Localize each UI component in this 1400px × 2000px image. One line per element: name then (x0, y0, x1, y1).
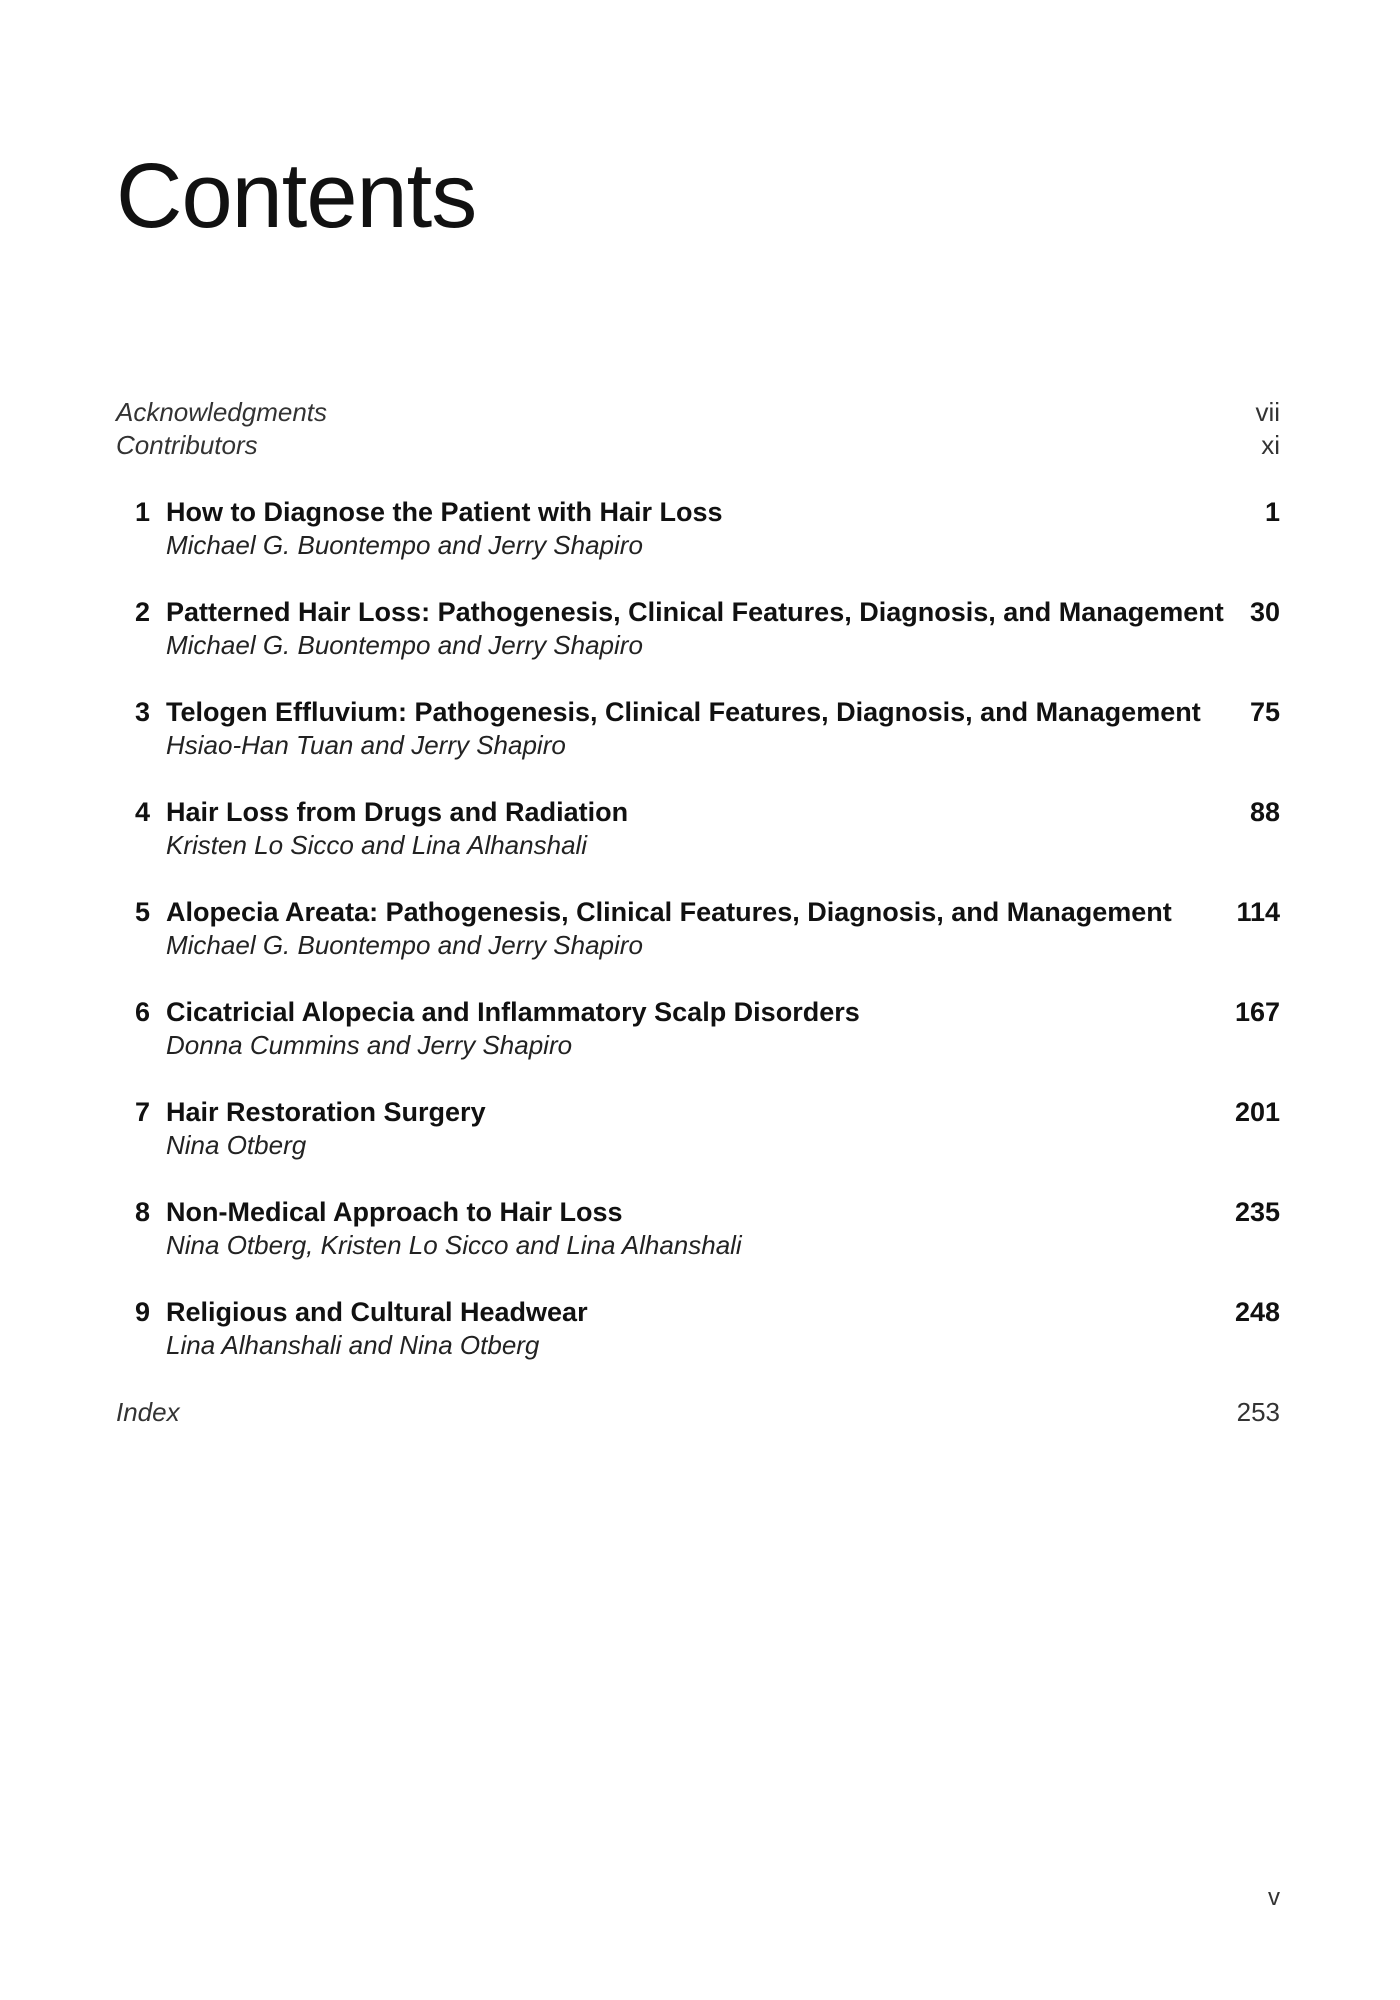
chapter-entry[interactable] (116, 1196, 1280, 1296)
chapter-number: 2 (134, 597, 150, 627)
chapter-authors: Kristen Lo Sicco and Lina Alhanshali (166, 830, 588, 860)
chapter-authors: Michael G. Buontempo and Jerry Shapiro (166, 930, 643, 960)
chapter-title: Alopecia Areata: Pathogenesis, Clinical Features, Diagnosis, and Management (166, 897, 1172, 927)
chapter-authors: Hsiao-Han Tuan and Jerry Shapiro (166, 730, 566, 760)
chapter-title: Patterned Hair Loss: Pathogenesis, Clinical Features, Diagnosis, and Management (166, 597, 1224, 627)
front-matter-entry[interactable] (116, 429, 1280, 462)
chapter-authors: Lina Alhanshali and Nina Otberg (166, 1330, 540, 1360)
front-matter-label: Acknowledgments (116, 397, 327, 427)
chapter-authors: Donna Cummins and Jerry Shapiro (166, 1030, 573, 1060)
chapter-page: 235 (1234, 1197, 1280, 1227)
chapter-entry[interactable] (116, 996, 1280, 1096)
chapter-page: 88 (1249, 797, 1280, 827)
chapter-number: 5 (134, 897, 150, 927)
chapter-page: 1 (1264, 497, 1280, 527)
chapter-number: 4 (134, 797, 150, 827)
chapter-page: 114 (1236, 897, 1280, 927)
chapter-title: Hair Loss from Drugs and Radiation (166, 797, 629, 827)
chapter-number: 6 (134, 997, 150, 1027)
chapter-title: How to Diagnose the Patient with Hair Loss (166, 497, 723, 527)
front-matter-page: vii (1255, 397, 1280, 427)
chapter-number: 8 (134, 1197, 150, 1227)
chapter-number: 9 (134, 1297, 150, 1327)
chapter-entry[interactable] (116, 696, 1280, 796)
chapter-page: 30 (1249, 597, 1280, 627)
chapter-title: Hair Restoration Surgery (166, 1097, 486, 1127)
chapter-entry[interactable] (116, 1296, 1280, 1396)
page-number: v (1268, 1884, 1280, 1911)
chapter-entry[interactable] (116, 1096, 1280, 1196)
index-label: Index (116, 1397, 180, 1427)
chapter-number: 3 (134, 697, 150, 727)
chapter-page: 75 (1249, 697, 1280, 727)
chapter-page: 248 (1234, 1297, 1280, 1327)
chapter-authors: Nina Otberg, Kristen Lo Sicco and Lina Alhanshali (166, 1230, 742, 1260)
index-entry[interactable] (116, 1396, 1280, 1429)
chapter-entry[interactable] (116, 796, 1280, 896)
chapter-entry[interactable] (116, 496, 1280, 596)
chapter-number: 7 (134, 1097, 150, 1127)
chapter-list (116, 496, 1280, 1396)
index-page: 253 (1236, 1397, 1280, 1427)
chapter-entry[interactable] (116, 896, 1280, 996)
front-matter-label: Contributors (116, 430, 258, 460)
chapter-title: Religious and Cultural Headwear (166, 1297, 588, 1327)
chapter-authors: Michael G. Buontempo and Jerry Shapiro (166, 630, 643, 660)
chapter-title: Non-Medical Approach to Hair Loss (166, 1197, 623, 1227)
chapter-title: Cicatricial Alopecia and Inflammatory Scalp Disorders (166, 997, 860, 1027)
chapter-page: 167 (1234, 997, 1280, 1027)
chapter-number: 1 (134, 497, 150, 527)
chapter-entry[interactable] (116, 596, 1280, 696)
front-matter-list (116, 396, 1280, 462)
chapter-authors: Michael G. Buontempo and Jerry Shapiro (166, 530, 643, 560)
chapter-title: Telogen Effluvium: Pathogenesis, Clinical Features, Diagnosis, and Management (166, 697, 1201, 727)
page-title: Contents (116, 145, 477, 247)
front-matter-page: xi (1261, 430, 1280, 460)
chapter-page: 201 (1234, 1097, 1280, 1127)
chapter-authors: Nina Otberg (166, 1130, 307, 1160)
front-matter-entry[interactable] (116, 396, 1280, 429)
